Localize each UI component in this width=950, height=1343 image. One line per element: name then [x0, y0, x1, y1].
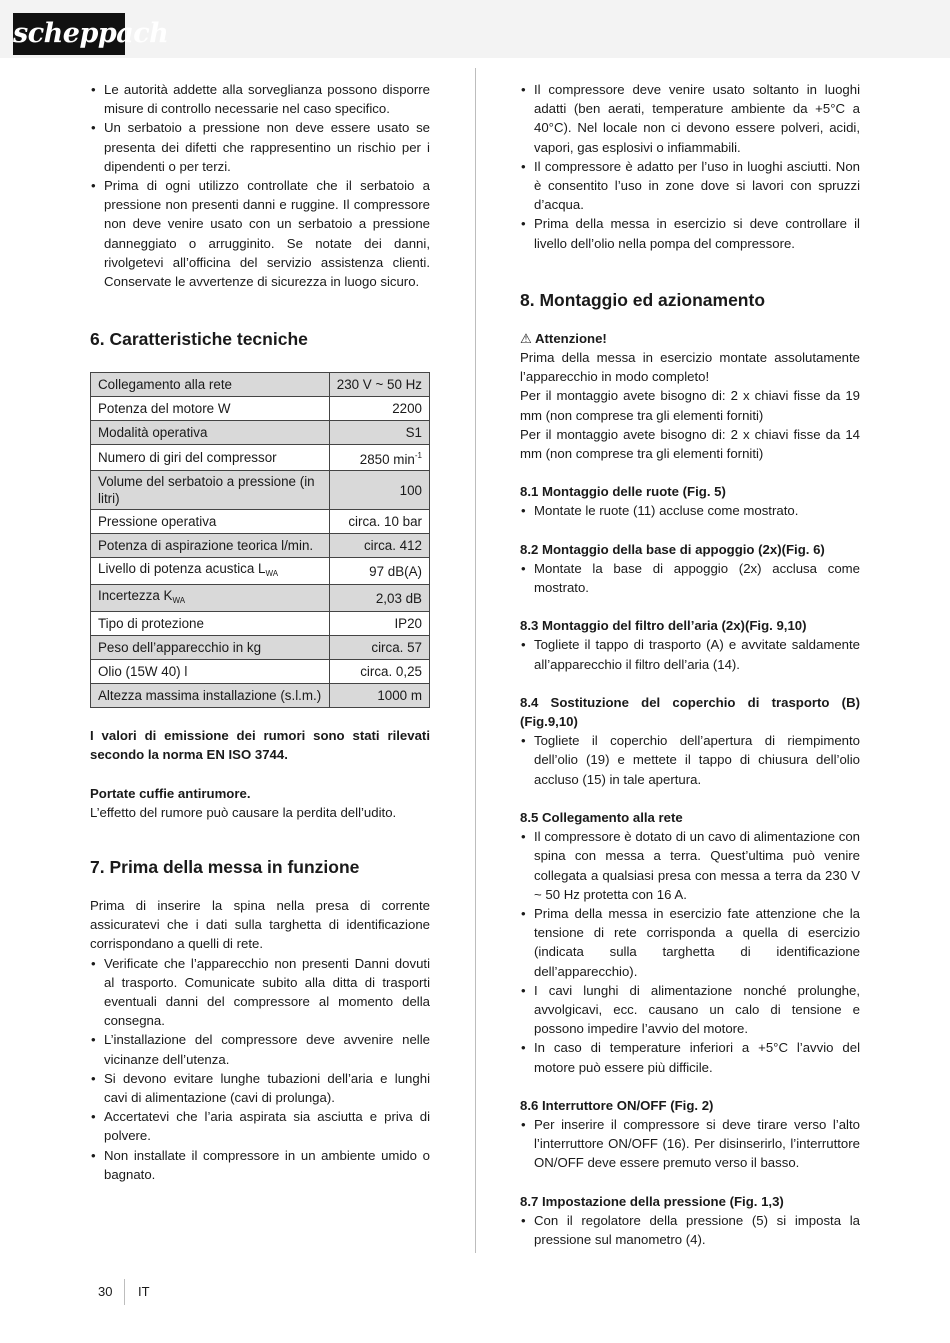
list-item: • Il compressore deve venire usato soltanto in luoghi adatti (ben aerati, temperature ambiente da +5°C a 40°C). Nel locale non ci devono essere polveri, acidi, vapori, gas esplosivi o infiammabili.	[520, 80, 860, 157]
table-row	[91, 510, 430, 534]
spec-label: Potenza del motore W	[91, 397, 330, 421]
spec-label: Olio (15W 40) l	[91, 660, 330, 684]
subsection-8-2-title: 8.2 Montaggio della base di appoggio (2x)(Fig. 6)	[520, 541, 825, 557]
table-row	[91, 585, 430, 612]
table-row	[91, 612, 430, 636]
section-6-title: 6. Caratteristiche tecniche	[90, 329, 308, 350]
subsection-8-5-list	[520, 827, 860, 1077]
spec-label-subscript: WA	[265, 569, 279, 579]
spec-label: Altezza massima installazione (s.l.m.)	[91, 684, 330, 708]
table-row	[91, 660, 430, 684]
warning-icon: ⚠	[520, 330, 532, 346]
spec-label: Pressione operativa	[91, 510, 330, 534]
right-column	[520, 80, 860, 1249]
spec-label: Volume del serbatoio a pressione (in litri)	[91, 471, 330, 510]
list-item: • Un serbatoio a pressione non deve essere usato se presenta dei difetti che rappresentino un rischio per i dipendenti o per terzi.	[90, 118, 430, 176]
section-7-bullet-list	[90, 954, 430, 1184]
list-item: • Le autorità addette alla sorveglianza possono disporre misure di controllo necessarie nel caso specifico.	[90, 80, 430, 118]
spec-label: Potenza di aspirazione teorica l/min.	[91, 534, 330, 558]
spec-label	[91, 558, 330, 585]
section-7-intro: Prima di inserire la spina nella presa di corrente assicuratevi che i dati sulla targhetta di identificazione corrispondano a quelli di rete.	[90, 898, 430, 952]
list-item: • Non installate il compressore in un ambiente umido o bagnato.	[90, 1146, 430, 1184]
spec-value: 230 V ~ 50 Hz	[329, 373, 429, 397]
spec-value: S1	[329, 421, 429, 445]
subsection-8-3-list	[520, 635, 860, 673]
ear-protection-title: Portate cuffie antirumore.	[90, 785, 251, 801]
subsection-8-4-title: 8.4 Sostituzione del coperchio di trasporto (B) (Fig.9,10)	[520, 694, 860, 730]
warning-line: Per il montaggio avete bisogno di: 2 x chiavi fisse da 19 mm (non comprese tra gli elementi forniti)	[520, 388, 860, 423]
spec-value: circa. 0,25	[329, 660, 429, 684]
warning-line: Prima della messa in esercizio montate assolutamente l’apparecchio in modo completo!	[520, 350, 860, 385]
table-row	[91, 558, 430, 585]
column-divider	[475, 68, 476, 1253]
subsection-8-1-title: 8.1 Montaggio delle ruote (Fig. 5)	[520, 484, 726, 500]
spec-label: Modalità operativa	[91, 421, 330, 445]
spec-value: IP20	[329, 612, 429, 636]
usage-bullet-list	[520, 80, 860, 253]
spec-value-text: 2850 min	[359, 452, 415, 468]
list-item: • Montate la base di appoggio (2x) acclusa come mostrato.	[520, 559, 860, 597]
specs-table	[90, 372, 430, 708]
subsection-8-7-title: 8.7 Impostazione della pressione (Fig. 1,3)	[520, 1193, 784, 1209]
table-row	[91, 684, 430, 708]
ear-protection-text: L’effetto del rumore può causare la perdita dell’udito.	[90, 804, 397, 820]
list-item: • Prima della messa in esercizio fate attenzione che la tensione di rete corrisponda a quella di esercizio (indicata sulla targhetta di identificazione dell’apparecchio).	[520, 904, 860, 981]
list-item: • L’installazione del compressore deve avvenire nelle vicinanze dell’utenza.	[90, 1030, 430, 1068]
spec-label	[91, 585, 330, 612]
footer-separator	[124, 1279, 125, 1305]
subsection-8-3-title: 8.3 Montaggio del filtro dell’aria (2x)(Fig. 9,10)	[520, 618, 807, 634]
table-row	[91, 397, 430, 421]
list-item: • Montate le ruote (11) accluse come mostrato.	[520, 501, 860, 520]
brand-logo: scheppach	[13, 13, 125, 55]
spec-value: 97 dB(A)	[329, 558, 429, 585]
spec-value: 100	[329, 471, 429, 510]
spec-value: circa. 10 bar	[329, 510, 429, 534]
table-row	[91, 471, 430, 510]
spec-label-subscript: WA	[172, 596, 186, 606]
warning-heading	[520, 329, 860, 348]
subsection-8-4-list	[520, 731, 860, 789]
list-item: • In caso di temperature inferiori a +5°C l’avvio del motore può essere più difficile.	[520, 1038, 860, 1076]
warning-title: Attenzione!	[535, 330, 607, 346]
table-row	[91, 445, 430, 471]
subsection-8-6-title: 8.6 Interruttore ON/OFF (Fig. 2)	[520, 1097, 714, 1113]
list-item: • Il compressore è adatto per l’uso in luoghi asciutti. Non è consentito l’uso in zone dove si lavori con spruzzi d’acqua.	[520, 157, 860, 215]
warning-line: Per il montaggio avete bisogno di: 2 x chiavi fisse da 14 mm (non comprese tra gli elementi forniti)	[520, 426, 860, 462]
page-number: 30	[98, 1284, 113, 1299]
list-item: • Si devono evitare lunghe tubazioni dell’aria e lunghi cavi di alimentazione (cavi di prolunga).	[90, 1069, 430, 1107]
subsection-8-5-title: 8.5 Collegamento alla rete	[520, 809, 683, 825]
header-bar	[0, 0, 950, 58]
table-row	[91, 373, 430, 397]
spec-label: Peso dell’apparecchio in kg	[91, 636, 330, 660]
list-item: • Accertatevi che l’aria aspirata sia asciutta e priva di polvere.	[90, 1107, 430, 1145]
list-item: • I cavi lunghi di alimentazione nonché prolunghe, avvolgicavi, ecc. causano un calo di tensione e possono impedire l’avvio del motore.	[520, 981, 860, 1039]
spec-label-text: Livello di potenza acustica L	[98, 561, 266, 577]
intro-bullet-list	[90, 80, 430, 291]
spec-label: Tipo di protezione	[91, 612, 330, 636]
list-item: • Prima della messa in esercizio si deve controllare il livello dell’olio nella pompa del compressore.	[520, 214, 860, 252]
list-item: • Prima di ogni utilizzo controllate che il serbatoio a pressione non presenti danni e ruggine. Il compressore non deve venire usato con un serbatoio a pressione danneggiato o arrugginito. Se notate dei danni, rivolgetevi all’officina del servizio assistenza clienti. Conservate le avvertenze di sicurezza in luogo sicuro.	[90, 176, 430, 291]
spec-label-text: Incertezza K	[98, 588, 173, 604]
spec-label: Collegamento alla rete	[91, 373, 330, 397]
list-item: • Verificate che l’apparecchio non presenti Danni dovuti al trasporto. Comunicate subito alla ditta di trasporti eventuali danni del compressore al momento della consegna.	[90, 954, 430, 1031]
list-item: • Togliete il coperchio dell’apertura di riempimento dell’olio (19) e mettete il tappo di chiusura dell’olio accluso (15) in tale apertura.	[520, 731, 860, 789]
section-7-title: 7. Prima della messa in funzione	[90, 857, 360, 878]
spec-value	[329, 445, 429, 471]
left-column	[90, 80, 430, 1184]
spec-label: Numero di giri del compressor	[91, 445, 330, 471]
list-item: • Con il regolatore della pressione (5) si imposta la pressione sul manometro (4).	[520, 1211, 860, 1249]
spec-value-exponent: -1	[414, 451, 422, 461]
spec-value: circa. 412	[329, 534, 429, 558]
table-row	[91, 534, 430, 558]
list-item: • Il compressore è dotato di un cavo di alimentazione con spina con messa a terra. Quest’ultima può venire collegata a qualsiasi presa con messa a terra da 230 V ~ 50 Hz protetta con 16 A.	[520, 827, 860, 904]
spec-value: circa. 57	[329, 636, 429, 660]
list-item: • Per inserire il compressore si deve tirare verso l’alto l’interruttore ON/OFF (16). Per disinserirlo, l’interruttore ON/OFF deve essere premuto verso il basso.	[520, 1115, 860, 1173]
language-code: IT	[138, 1284, 150, 1299]
subsection-8-7-list	[520, 1211, 860, 1249]
table-row	[91, 421, 430, 445]
spec-value: 2,03 dB	[329, 585, 429, 612]
emission-note: I valori di emissione dei rumori sono stati rilevati secondo la norma EN ISO 3744.	[90, 728, 430, 763]
subsection-8-6-list	[520, 1115, 860, 1173]
spec-value: 1000 m	[329, 684, 429, 708]
subsection-8-1-list	[520, 501, 860, 520]
spec-value: 2200	[329, 397, 429, 421]
list-item: • Togliete il tappo di trasporto (A) e avvitate saldamente all’apparecchio il filtro dell’aria (14).	[520, 635, 860, 673]
section-8-title: 8. Montaggio ed azionamento	[520, 289, 766, 310]
subsection-8-2-list	[520, 559, 860, 597]
table-row	[91, 636, 430, 660]
